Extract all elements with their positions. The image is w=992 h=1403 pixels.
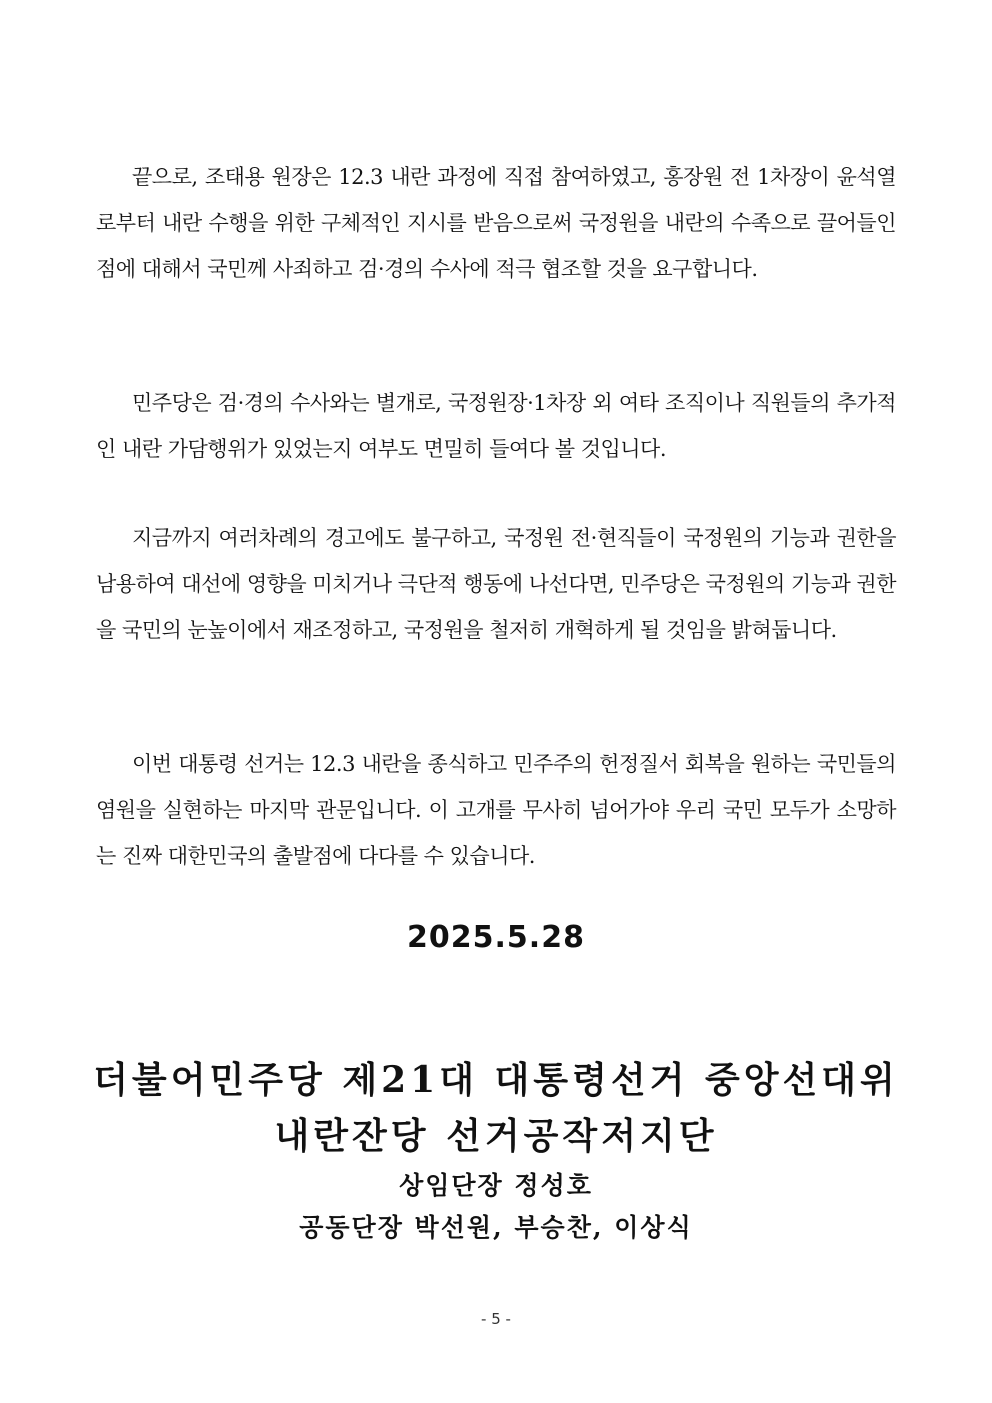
paragraph-apology-demand: 끝으로, 조태용 원장은 12.3 내란 과정에 직접 참여하였고, 홍장원 전 1차장이 윤석열로부터 내란 수행을 위한 구체적인 지시를 받음으로써 국정원을 내란의 수족으로 끌어들인 점에 대해서 국민께 사죄하고 검·경의 수사에 적극 협조할 것을 요구합니다. [96, 165, 896, 281]
signature-chief: 상임단장 정성호 [399, 1171, 593, 1200]
paragraph-investigation: 민주당은 검·경의 수사와는 별개로, 국정원장·1차장 외 여타 조직이나 직원들의 추가적인 내란 가담행위가 있었는지 여부도 면밀히 들여다 볼 것입니다. [96, 391, 896, 461]
paragraph-reform-warning: 지금까지 여러차례의 경고에도 불구하고, 국정원 전·현직들이 국정원의 기능과 권한을 남용하여 대선에 영향을 미치거나 극단적 행동에 나선다면, 민주당은 국정원의 기능과 권한을 국민의 눈높이에서 재조정하고, 국정원을 철저히 개혁하게 될 것임을 밝혀둡니다. [96, 526, 897, 642]
paragraph-election-closing: 이번 대통령 선거는 12.3 내란을 종식하고 민주주의 헌정질서 회복을 원하는 국민들의 염원을 실현하는 마지막 관문입니다. 이 고개를 무사히 넘어가야 우리 국민 모두가 소망하는 진짜 대한민국의 출발점에 다다를 수 있습니다. [96, 752, 896, 868]
signature-committee: 내란잔당 선거공작저지단 [274, 1115, 718, 1157]
page-number: - 5 - [481, 1310, 511, 1328]
statement-date: 2025.5.28 [407, 920, 585, 955]
signature-co-chiefs: 공동단장 박선원, 부승찬, 이상식 [299, 1213, 693, 1242]
signature-organization: 더불어민주당 제21대 대통령선거 중앙선대위 [93, 1059, 899, 1101]
